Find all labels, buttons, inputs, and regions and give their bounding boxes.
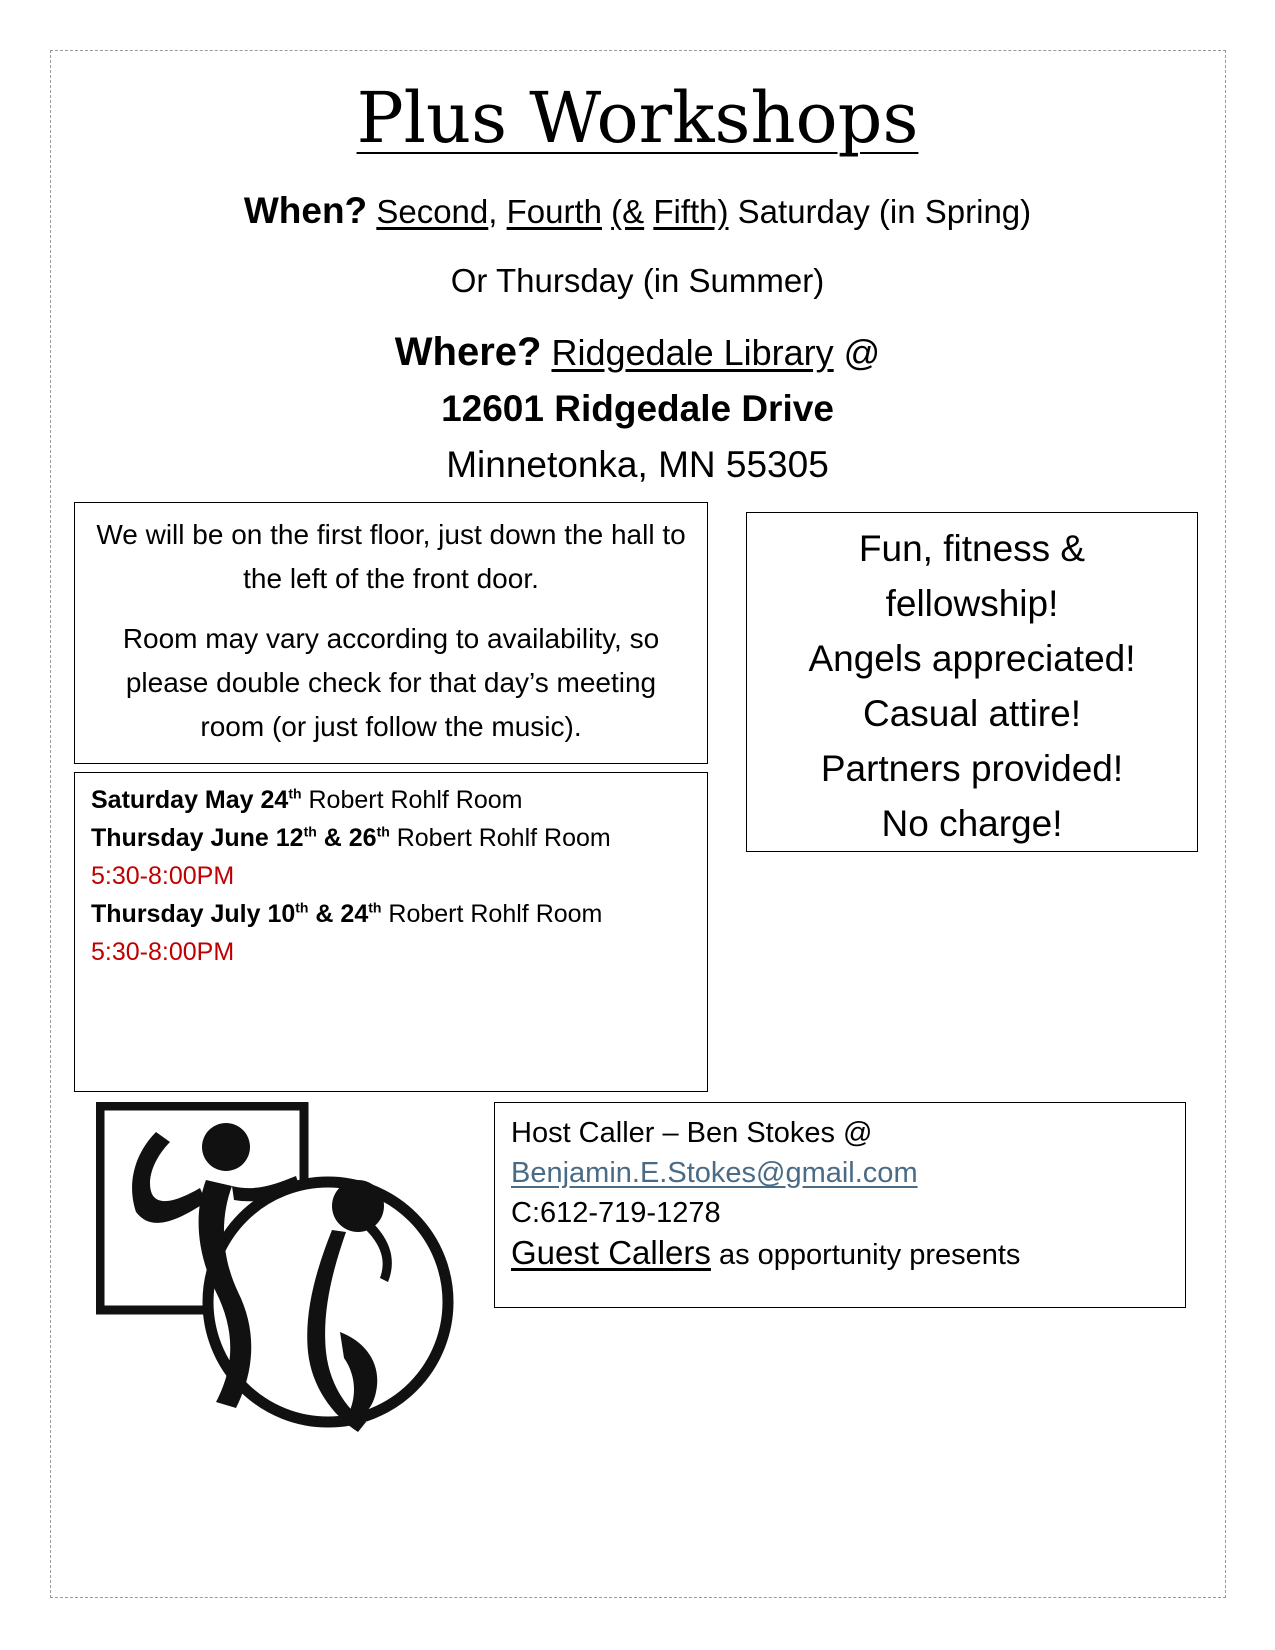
title-text: Plus Workshops <box>356 77 919 159</box>
schedule-date: Thursday July 10th & 24th <box>91 899 382 928</box>
schedule-room: Robert Rohlf Room <box>389 824 611 852</box>
when-fourth: Fourth <box>506 193 602 230</box>
location-note-box <box>74 502 708 764</box>
library-name: Ridgedale Library <box>551 332 834 373</box>
slogans-box <box>746 512 1198 852</box>
location-note-1: We will be on the first floor, just down the hall to the left of the front door. <box>96 519 686 594</box>
schedule-box <box>74 772 708 1092</box>
when-fifth: Fifth) <box>653 193 729 230</box>
phone-number: C:612-719-1278 <box>511 1197 721 1229</box>
slogan-line: Casual attire! <box>863 693 1081 734</box>
schedule-date: Thursday June 12th & 26th <box>91 823 390 852</box>
schedule-room: Robert Rohlf Room <box>301 786 523 814</box>
when-comma: , <box>488 193 498 230</box>
schedule-row-june <box>91 819 691 857</box>
city-line: Minnetonka, MN 55305 <box>446 444 829 485</box>
page-title <box>0 77 1275 159</box>
when-rest: Saturday (in Spring) <box>737 193 1032 230</box>
street-address: 12601 Ridgedale Drive <box>441 388 834 429</box>
schedule-date: Saturday May 24th <box>91 785 302 814</box>
slogan-line: Fun, fitness & <box>858 528 1086 569</box>
when-line <box>0 190 1275 232</box>
or-line: Or Thursday (in Summer) <box>450 262 825 299</box>
location-note-2: Room may vary according to availability, so please double check for that day’s meeting room (or just follow the music). <box>122 623 660 742</box>
slogan-line: fellowship! <box>885 583 1059 624</box>
schedule-time: 5:30-8:00PM <box>91 862 235 890</box>
guest-callers-text: as opportunity presents <box>710 1239 1021 1271</box>
schedule-room: Robert Rohlf Room <box>381 900 603 928</box>
slogan-line: Angels appreciated! <box>808 638 1136 679</box>
contact-box <box>494 1102 1186 1308</box>
when-label: When? <box>243 190 368 231</box>
square-dance-logo <box>96 1102 456 1447</box>
email-link[interactable]: Benjamin.E.Stokes@gmail.com <box>511 1157 918 1189</box>
slogan-line: No charge! <box>881 803 1063 844</box>
guest-callers-link: Guest Callers <box>511 1234 711 1271</box>
host-caller: Host Caller – Ben Stokes @ <box>511 1117 873 1149</box>
where-label: Where? <box>394 330 542 374</box>
schedule-row-may <box>91 781 691 819</box>
slogan-line: Partners provided! <box>820 748 1124 789</box>
when-second: Second <box>376 193 489 230</box>
schedule-time: 5:30-8:00PM <box>91 938 235 966</box>
schedule-row-july <box>91 895 691 933</box>
when-paren: (& <box>611 193 645 230</box>
where-line <box>0 330 1275 375</box>
where-at: @ <box>843 332 881 373</box>
